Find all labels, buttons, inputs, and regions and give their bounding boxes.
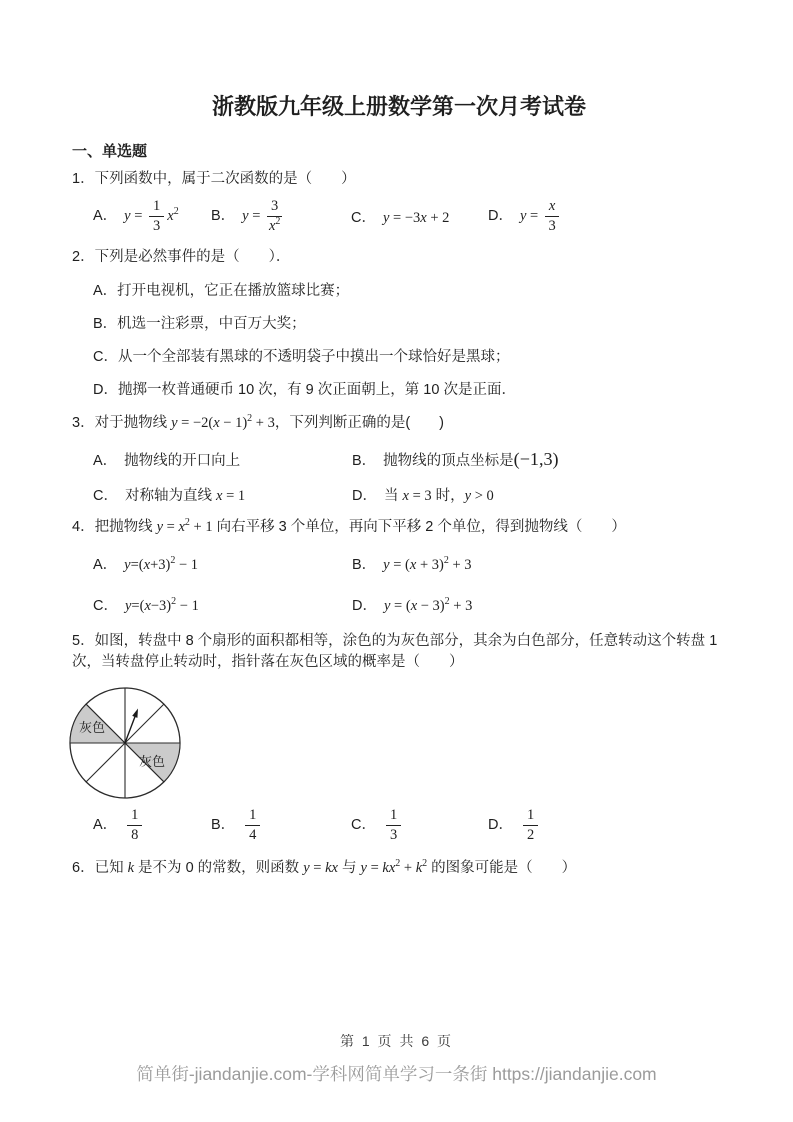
question-3-option-b: B． 抛物线的顶点坐标是(−1,3) <box>352 448 559 469</box>
question-4-option-d: D． $y = (x - 3)^2 + 3$ <box>352 595 473 614</box>
section-heading-single-choice: 一、单选题 <box>72 142 148 160</box>
spinner-label-right: 灰色 <box>138 754 166 769</box>
question-5-option-b: B． $\frac{1}{4}$ <box>211 806 351 844</box>
question-1-stem: 1．下列函数中，属于二次函数的是（ ） <box>72 171 356 188</box>
question-6 <box>72 858 726 880</box>
question-3-option-c: C． 对称轴为直线 x = 1 <box>93 487 246 504</box>
question-3-options-row-1 <box>72 449 726 470</box>
question-2-stem: 2．下列是必然事件的是（ ）． <box>72 249 291 266</box>
question-6-stem: 6．已知 k 是不为 0 的常数，则函数 y = kx 与 $y = kx^2 + k^2$ 的图象可能是（ ） <box>72 858 577 877</box>
question-3-stem: 3．对于抛物线 $y = -2(x - 1)^2 + 3$，下列判断正确的是( ) <box>72 413 445 431</box>
question-4 <box>72 517 726 615</box>
question-3-options-row-2 <box>72 484 726 505</box>
question-1-option-b: B． y = $\frac{3}{x^2}$ <box>211 197 281 234</box>
spinner-figure <box>62 682 726 806</box>
question-5 <box>72 631 726 845</box>
question-2-option-a: A．打开电视机，它正在播放篮球比赛； <box>93 282 350 299</box>
question-5-option-d: D． $\frac{1}{2}$ <box>488 806 726 844</box>
spinner-label-left: 灰色 <box>78 720 106 735</box>
question-1 <box>72 169 726 235</box>
question-2-option-d: D．抛掷一枚普通硬币 10 次，有 9 次正面朝上，第 10 次是正面． <box>93 381 516 398</box>
question-3-option-a: A． 抛物线的开口向上 <box>93 452 241 469</box>
question-4-option-a: A． $y=(x+3)^2 - 1$ <box>93 554 199 573</box>
question-4-option-c: C． $y=(x-3)^2 - 1$ <box>93 595 199 614</box>
question-1-option-d: D． y = $\frac{x}{3}$ <box>488 197 726 235</box>
question-4-stem: 4．把抛物线 $y = x^2 + 1$ 向右平移 3 个单位，再向下平移 2 个单位，得到抛物线（ ） <box>72 516 626 535</box>
question-5-options <box>72 806 726 844</box>
question-4-options-row-1 <box>72 553 726 574</box>
question-1-options <box>72 197 726 235</box>
question-3 <box>72 413 726 505</box>
question-2-option-b: B．机选一注彩票，中百万大奖； <box>93 315 306 332</box>
footer-page-number: 第 1 页 共 6 页 <box>339 1033 454 1049</box>
question-2-option-c: C．从一个全部装有黑球的不透明袋子中摸出一个球恰好是黑球； <box>93 348 510 365</box>
spinner-svg <box>62 682 188 806</box>
question-4-option-b: B． $y = (x + 3)^2 + 3$ <box>352 554 472 573</box>
question-5-stem: 5．如图，转盘中 8 个扇形的面积都相等，涂色的为灰色部分，其余为白色部分，任意转动这个转盘 1 次，当转盘停止转动时，指针落在灰色区域的概率是（ ） <box>72 632 718 671</box>
question-2-options <box>72 281 726 401</box>
footer-site-link: 简单街-jiandanjie.com-学科网简单学习一条街 https://jiandanjie.com <box>136 1064 657 1084</box>
question-5-option-a: A． $\frac{1}{8}$ <box>93 806 211 844</box>
question-3-option-d: D． 当 x = 3 时，y > 0 <box>352 487 494 504</box>
exam-title: 浙教版九年级上册数学第一次月考试卷 <box>211 94 586 119</box>
question-1-option-c: C． y = −3x + 2 <box>351 209 450 226</box>
question-1-option-a: A． y = $\frac{1}{3}$ $x^2$ <box>93 197 179 234</box>
question-4-options-row-2 <box>72 594 726 615</box>
question-5-option-c: C． $\frac{1}{3}$ <box>351 806 488 844</box>
question-2 <box>72 247 726 401</box>
